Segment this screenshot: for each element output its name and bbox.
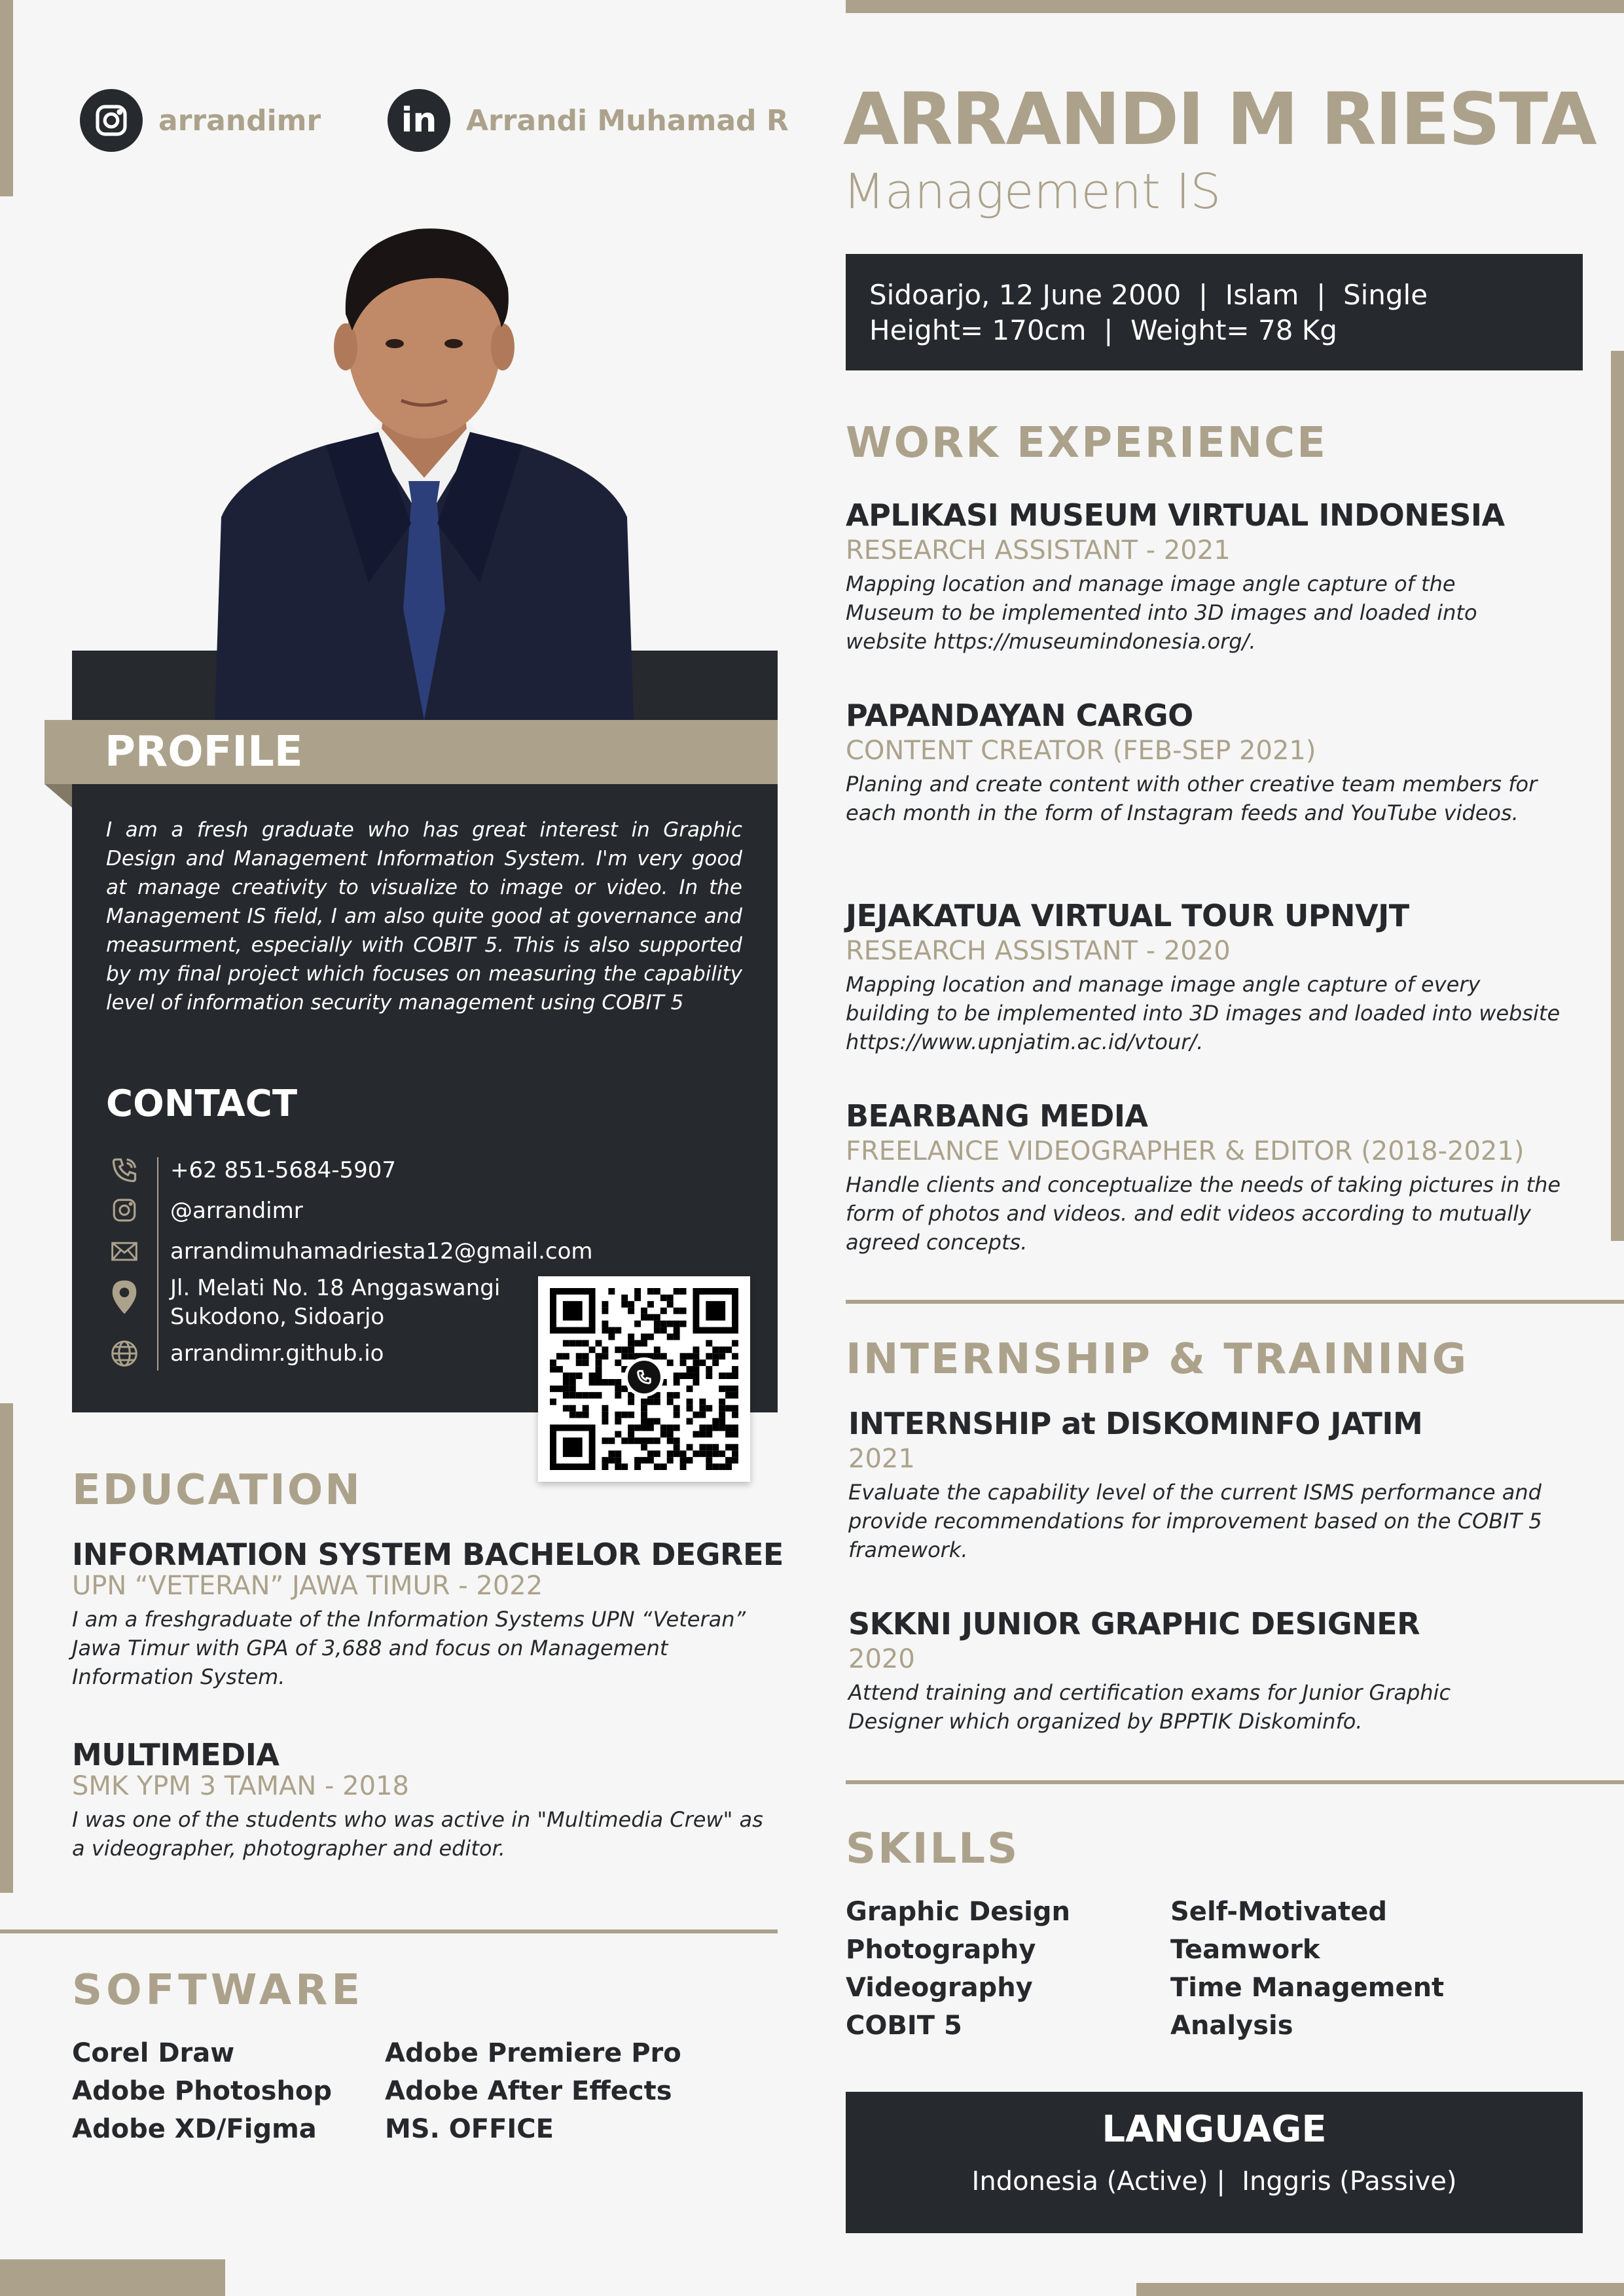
skills-list-1 [846, 1893, 1070, 2045]
software-list-1 [72, 2034, 332, 2148]
work-desc: Mapping location and manage image angle capture of every building to be implemented into 3D images and loaded into website https://www.upnjatim.ac.id/vtour/. [846, 972, 1561, 1054]
education-item [72, 1537, 785, 1691]
profile-heading: PROFILE [105, 728, 303, 776]
work-sub: CONTENT CREATOR (FEB-SEP 2021) [846, 736, 1316, 766]
skill-item: Teamwork [1170, 1935, 1320, 1965]
education-title: INFORMATION SYSTEM BACHELOR DEGREE [72, 1537, 784, 1572]
linkedin-icon: in [388, 89, 450, 152]
accent-bar-bottom-left [0, 2259, 225, 2296]
work-sub: RESEARCH ASSISTANT - 2020 [846, 936, 1231, 966]
skill-item: Time Management [1170, 1973, 1445, 2003]
contact-address [105, 1274, 500, 1331]
education-title: MULTIMEDIA [72, 1737, 280, 1772]
section-divider [846, 1300, 1624, 1304]
skill-item: Analysis [1170, 2011, 1293, 2041]
info-line-2: Height= 170cm | Weight= 78 Kg [869, 314, 1337, 346]
software-item: Adobe XD/Figma [72, 2114, 317, 2144]
accent-bar-top-right [846, 0, 1624, 13]
internship-desc: Attend training and certification exams for Junior Graphic Designer which organized by BPPTIK Diskominfo. [848, 1680, 1451, 1734]
internship-title: SKKNI JUNIOR GRAPHIC DESIGNER [848, 1606, 1420, 1641]
education-heading: EDUCATION [72, 1466, 362, 1515]
linkedin-name: Arrandi Muhamad R [466, 103, 789, 137]
internship-sub: 2021 [848, 1444, 915, 1474]
language-heading: LANGUAGE [1102, 2108, 1327, 2151]
internship-item [848, 1406, 1595, 1564]
location-pin-icon [105, 1274, 144, 1316]
person-name: ARRANDI M RIESTA [843, 77, 1596, 161]
address-line-2: Sukodono, Sidoarjo [170, 1304, 385, 1330]
work-title: BEARBANG MEDIA [846, 1098, 1148, 1134]
internship-title: INTERNSHIP at DISKOMINFO JATIM [848, 1406, 1423, 1441]
website-url: arrandimr.github.io [170, 1340, 384, 1367]
skill-item: Videography [846, 1973, 1033, 2003]
work-title: JEJAKATUA VIRTUAL TOUR UPNVJT [846, 898, 1409, 933]
phone-icon [105, 1156, 144, 1185]
accent-bar-bottom-right [1136, 2283, 1624, 2296]
software-item: Adobe Premiere Pro [385, 2038, 681, 2068]
mail-icon [105, 1237, 144, 1266]
skills-heading: SKILLS [846, 1825, 1020, 1873]
language-box [846, 2092, 1583, 2233]
work-desc: Handle clients and conceptualize the needs of taking pictures in the form of photos and videos. and edit videos according to mutually agreed concepts. [846, 1172, 1561, 1255]
instagram-icon [80, 89, 143, 152]
work-experience-heading: WORK EXPERIENCE [846, 419, 1327, 467]
internship-desc: Evaluate the capability level of the current ISMS performance and provide recommendations for improvement based on the COBIT 5 framework. [848, 1480, 1542, 1562]
software-item: MS. OFFICE [385, 2114, 554, 2144]
whatsapp-qr-code[interactable] [538, 1276, 750, 1482]
skill-item: COBIT 5 [846, 2011, 962, 2041]
section-divider [846, 1780, 1624, 1784]
internship-heading: INTERNSHIP & TRAINING [846, 1335, 1469, 1384]
contact-instagram[interactable] [105, 1196, 303, 1225]
software-item: Adobe Photoshop [72, 2076, 333, 2106]
internship-sub: 2020 [848, 1644, 915, 1674]
work-sub: RESEARCH ASSISTANT - 2021 [846, 535, 1231, 565]
section-divider [0, 1929, 778, 1933]
instagram-link[interactable] [80, 89, 321, 152]
linkedin-link[interactable] [388, 89, 789, 152]
internship-item [848, 1606, 1595, 1736]
software-item: Adobe After Effects [385, 2076, 672, 2106]
instagram-contact: @arrandimr [170, 1198, 303, 1224]
software-item: Corel Draw [72, 2038, 235, 2068]
education-sub: UPN “VETERAN” JAWA TIMUR - 2022 [72, 1571, 543, 1601]
info-line-1: Sidoarjo, 12 June 2000 | Islam | Single [869, 279, 1428, 311]
address-line-1: Jl. Melati No. 18 Anggaswangi [170, 1275, 501, 1301]
ribbon-fold [45, 784, 72, 808]
work-item [846, 1098, 1592, 1257]
profile-photo [215, 216, 634, 720]
skill-item: Self-Motivated [1170, 1897, 1388, 1927]
software-list-2 [385, 2034, 681, 2148]
skills-list-2 [1170, 1893, 1444, 2045]
phone-number: +62 851-5684-5907 [170, 1157, 397, 1183]
instagram-handle: arrandimr [158, 103, 321, 137]
profile-ribbon [45, 720, 778, 784]
contact-email[interactable] [105, 1237, 593, 1266]
work-title: PAPANDAYAN CARGO [846, 698, 1193, 733]
language-text: Indonesia (Active) | Inggris (Passive) [971, 2166, 1457, 2197]
contact-heading: CONTACT [106, 1083, 298, 1125]
work-desc: Mapping location and manage image angle capture of the Museum to be implemented into 3D images and loaded into website https://museumindonesia.org/. [846, 571, 1477, 654]
work-title: APLIKASI MUSEUM VIRTUAL INDONESIA [846, 497, 1505, 533]
personal-info-box [846, 254, 1583, 370]
email-address: arrandimuhamadriesta12@gmail.com [170, 1238, 593, 1265]
accent-bar-top-left [0, 0, 13, 196]
work-desc: Planing and create content with other creative team members for each month in the form of Instagram feeds and YouTube videos. [846, 772, 1538, 825]
skill-item: Photography [846, 1935, 1036, 1965]
instagram-small-icon [105, 1196, 144, 1224]
work-sub: FREELANCE VIDEOGRAPHER & EDITOR (2018-2021) [846, 1136, 1525, 1166]
work-item [846, 497, 1592, 656]
education-desc: I am a freshgraduate of the Information Systems UPN “Veteran” Jawa Timur with GPA of 3,688 and focus on Management Information System. [72, 1607, 746, 1689]
skill-item: Graphic Design [846, 1897, 1070, 1927]
software-heading: SOFTWARE [72, 1966, 365, 2015]
education-sub: SMK YPM 3 TAMAN - 2018 [72, 1771, 409, 1801]
globe-icon [105, 1339, 144, 1368]
contact-website[interactable] [105, 1339, 384, 1368]
work-item [846, 698, 1592, 827]
job-title: Management IS [843, 164, 1221, 220]
accent-bar-right-edge [1611, 351, 1624, 1241]
education-item [72, 1737, 785, 1863]
work-item [846, 898, 1592, 1056]
profile-text: I am a fresh graduate who has great interest in Graphic Design and Management Information System. I'm very good at manage creativity to visualize to image or video. In the Management IS field, I am also quite good at governance and measurment, especially with COBIT 5. This is also supported by my final project which focuses on measuring the capability level of information security management using COBIT 5 [106, 818, 742, 1014]
contact-phone[interactable] [105, 1156, 396, 1185]
accent-bar-left-edge [0, 1403, 13, 1893]
education-desc: I was one of the students who was active in "Multimedia Crew" as a videographer, photographer and editor. [72, 1807, 763, 1861]
whatsapp-icon [624, 1357, 664, 1397]
